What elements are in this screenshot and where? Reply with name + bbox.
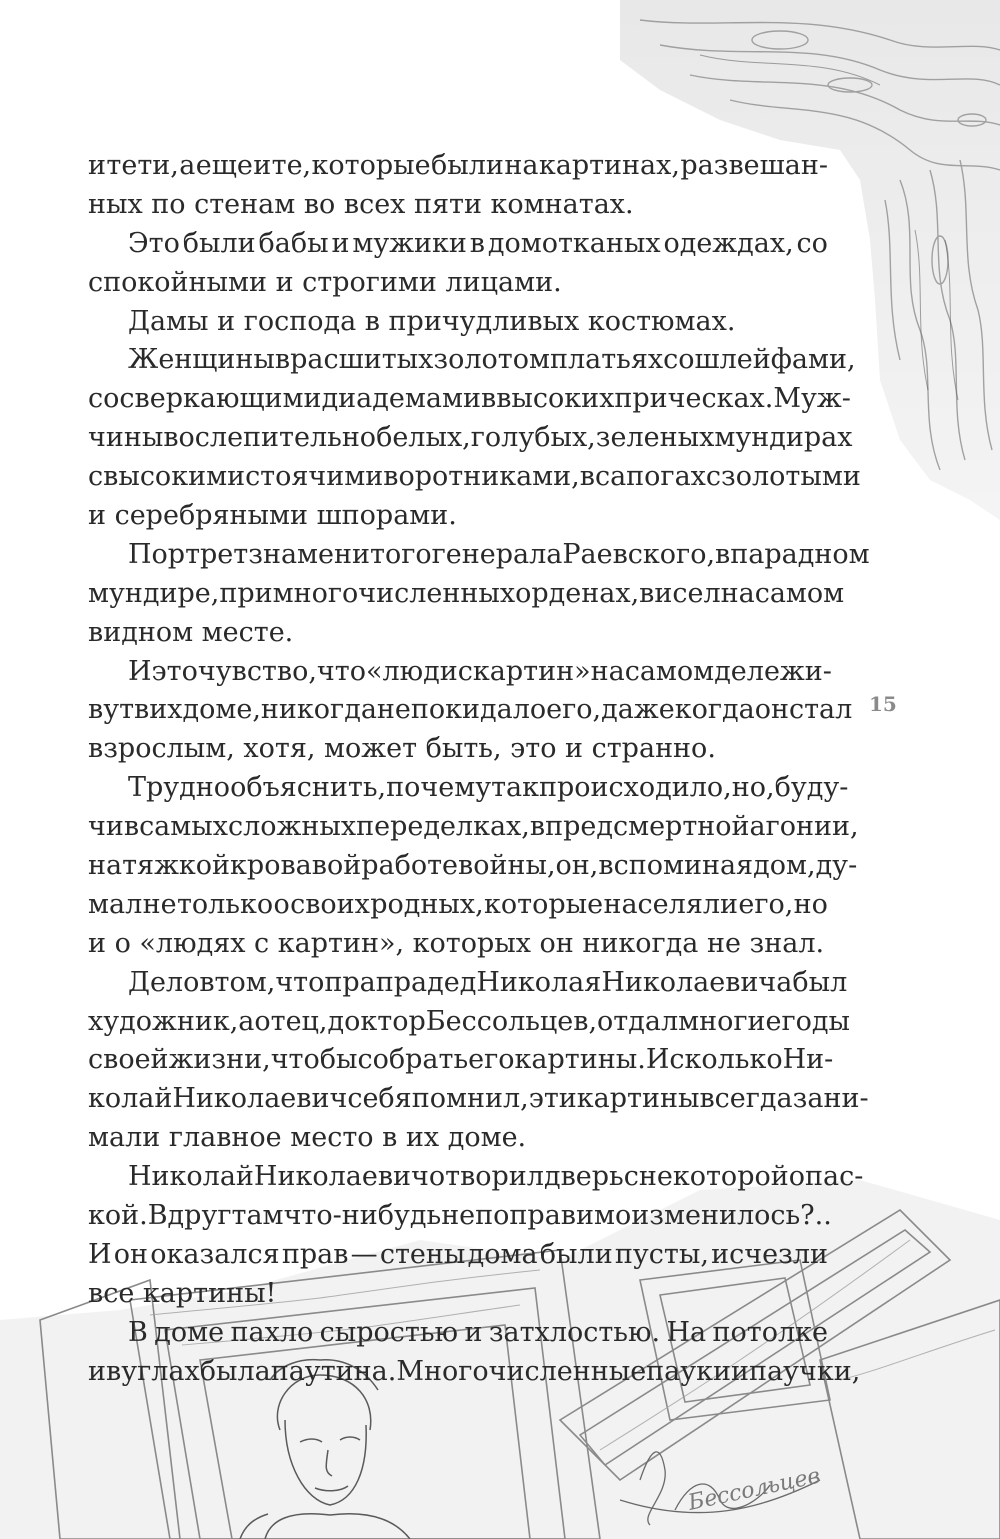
text-line — [88, 614, 828, 653]
word: родных, — [370, 888, 484, 920]
word: некоторой — [638, 1161, 789, 1193]
word: жизни, — [168, 1044, 271, 1076]
word: переделках, — [356, 811, 530, 843]
word: паучки, — [749, 1355, 861, 1387]
word: на — [88, 850, 123, 882]
word: с — [623, 1161, 639, 1193]
word: самых — [139, 811, 228, 843]
word: непоправимо — [441, 1200, 632, 1232]
word: только — [176, 888, 274, 920]
word: художник, — [88, 1005, 239, 1037]
text-line — [88, 536, 870, 575]
word: те, — [271, 150, 312, 181]
word: войны, — [458, 850, 556, 882]
word: своих — [290, 888, 370, 920]
word: самом — [624, 655, 715, 687]
word: высокими — [103, 461, 246, 493]
word: в — [274, 344, 291, 376]
word: углах — [121, 1355, 200, 1387]
word: И — [128, 655, 152, 687]
word: развешан- — [680, 150, 828, 181]
word: Многочисленные — [396, 1355, 647, 1387]
word: жи- — [779, 655, 832, 687]
word: со — [796, 227, 828, 259]
page-number: 15 — [869, 692, 897, 716]
word: оказался — [150, 1238, 280, 1270]
word: что-нибудь — [283, 1200, 442, 1232]
word: с — [88, 461, 104, 493]
word: в — [529, 811, 546, 843]
word: он — [113, 1238, 149, 1270]
word: картины. — [514, 1044, 646, 1076]
text-line — [88, 1119, 828, 1158]
word: Раевского, — [562, 538, 716, 570]
text-line-content: и о «людях с картин», которых он никогда не знал. — [88, 927, 825, 959]
text-line — [88, 458, 861, 497]
word: отец, — [254, 1005, 328, 1037]
word: пусты, — [614, 1238, 709, 1270]
word: агонии, — [749, 811, 859, 843]
text-line — [88, 886, 828, 925]
signature-text: Бессольцев — [686, 1463, 823, 1516]
text-line — [88, 1197, 832, 1236]
word: своей — [88, 1044, 169, 1076]
word: чтобы — [270, 1044, 358, 1076]
word: стал — [788, 694, 853, 726]
word: и — [253, 150, 272, 181]
word: мундире, — [88, 577, 220, 609]
text-line — [88, 769, 849, 808]
word: Ни- — [782, 1044, 834, 1076]
text-line — [88, 225, 828, 264]
word: сапогах — [594, 461, 706, 493]
word: ослепительно — [178, 422, 377, 454]
text-line-content: видном месте. — [88, 616, 294, 648]
word: себя — [347, 1083, 412, 1115]
text-line-content: спокойными и строгими лицами. — [88, 266, 562, 298]
word: вспоминая — [598, 850, 754, 882]
word: которые — [311, 150, 431, 181]
text-line — [88, 730, 828, 769]
text-line — [88, 147, 828, 186]
text-line — [88, 847, 858, 886]
word: чувство, — [197, 655, 317, 687]
text-line — [88, 925, 828, 964]
word: сложных — [228, 811, 357, 843]
word: и — [464, 1316, 483, 1348]
word: что — [275, 966, 325, 998]
word: была — [199, 1355, 271, 1387]
word: многочисленных — [272, 577, 516, 609]
word: но, — [731, 772, 775, 804]
word: Вдруг — [147, 1200, 232, 1232]
word: воротниками, — [383, 461, 580, 493]
word: высоких — [496, 383, 615, 415]
text-line — [88, 691, 853, 730]
text-line — [88, 964, 848, 1003]
word: буду- — [774, 772, 849, 804]
word: исчезли — [711, 1238, 828, 1270]
text-line — [88, 1353, 861, 1392]
word: в — [134, 694, 150, 726]
word: его — [468, 1044, 515, 1076]
body-text — [88, 147, 870, 1392]
word: изменилось?.. — [631, 1200, 832, 1232]
word: картин» — [472, 655, 591, 687]
word: платьях — [549, 344, 664, 376]
word: со — [663, 344, 695, 376]
word: Николаевич — [253, 1161, 429, 1193]
word: Николая — [476, 966, 602, 998]
word: при — [219, 577, 273, 609]
word: деле — [714, 655, 780, 687]
word: Портрет — [128, 538, 249, 570]
word: картины — [576, 1083, 700, 1115]
word: эти — [528, 1083, 577, 1115]
word: были — [539, 1238, 613, 1270]
word: И — [88, 1238, 112, 1270]
word: и — [331, 227, 350, 259]
word: еще — [195, 150, 253, 181]
word: и — [88, 150, 106, 181]
word: его, — [546, 694, 602, 726]
word: чи — [88, 811, 124, 843]
word: висел — [639, 577, 721, 609]
word: доме, — [182, 694, 261, 726]
word: сверкающими — [119, 383, 322, 415]
word: были — [182, 227, 256, 259]
word: работе — [361, 850, 459, 882]
word: в — [715, 538, 731, 570]
text-line — [88, 1314, 828, 1353]
word: ду- — [815, 850, 858, 882]
word: бабы — [258, 227, 329, 259]
word: на — [504, 150, 539, 181]
word: почему — [386, 772, 492, 804]
word: что — [316, 655, 366, 687]
word: — — [350, 1238, 378, 1270]
word: На — [666, 1316, 707, 1348]
text-line — [88, 653, 832, 692]
word: в — [106, 1355, 122, 1387]
text-line-content: все картины! — [88, 1277, 277, 1309]
word: которые — [484, 888, 604, 920]
text-line-content: Дамы и господа в причудливых костюмах. — [128, 305, 736, 337]
word: многие — [678, 1005, 782, 1037]
word: в — [199, 966, 215, 998]
word: в — [163, 422, 179, 454]
word: Николаевича — [601, 966, 793, 998]
word: Николай — [128, 1161, 254, 1193]
word: доктор — [327, 1005, 426, 1037]
text-line — [88, 1236, 828, 1275]
word: Муж- — [773, 383, 851, 415]
word: дома — [467, 1238, 538, 1270]
word: тяжкой — [122, 850, 231, 882]
word: доме — [154, 1316, 225, 1348]
word: шлейфами, — [694, 344, 856, 376]
text-line — [88, 264, 828, 303]
word: никогда — [260, 694, 377, 726]
word: дверь — [543, 1161, 624, 1193]
word: самом — [754, 577, 845, 609]
word: помнил, — [411, 1083, 529, 1115]
word: и — [731, 1355, 750, 1387]
word: всегда — [699, 1083, 793, 1115]
word: мундирах — [714, 422, 853, 454]
text-line — [88, 1041, 834, 1080]
word: он — [754, 694, 789, 726]
word: на — [720, 577, 755, 609]
word: одеждах, — [663, 227, 794, 259]
text-line — [88, 303, 828, 342]
word: его, — [738, 888, 794, 920]
word: годы — [781, 1005, 851, 1037]
word: И — [645, 1044, 670, 1076]
word: в — [123, 811, 140, 843]
word: зани- — [792, 1083, 869, 1115]
word: зеленых — [595, 422, 715, 454]
word: в — [480, 383, 497, 415]
word: он, — [555, 850, 599, 882]
word: были — [431, 150, 504, 181]
text-line-content: ных по стенам во всех пяти комнатах. — [88, 188, 634, 220]
word: пауки — [646, 1355, 732, 1387]
text-line — [88, 808, 859, 847]
text-line — [88, 186, 828, 225]
word: домотканых — [487, 227, 661, 259]
word: когда — [674, 694, 755, 726]
word: пахло — [230, 1316, 314, 1348]
word: на — [590, 655, 625, 687]
word: так — [491, 772, 540, 804]
word: кой. — [88, 1200, 148, 1232]
word: диадемами — [321, 383, 481, 415]
text-line — [88, 575, 845, 614]
text-line-content: мали главное место в их доме. — [88, 1122, 527, 1154]
word: потолке — [712, 1316, 828, 1348]
word: Дело — [128, 966, 200, 998]
word: там — [231, 1200, 284, 1232]
word: покидало — [410, 694, 547, 726]
word: собрать — [357, 1044, 469, 1076]
word: Женщины — [128, 344, 275, 376]
word: не — [142, 888, 177, 920]
word: происходило, — [539, 772, 732, 804]
word: предсмертной — [545, 811, 750, 843]
word: объяснить, — [230, 772, 387, 804]
word: знаменитого — [248, 538, 432, 570]
word: чины — [88, 422, 164, 454]
word: генерала — [431, 538, 563, 570]
word: том, — [214, 966, 276, 998]
word: был — [792, 966, 848, 998]
word: прапрадед — [324, 966, 477, 998]
word: но — [793, 888, 828, 920]
word: колай — [88, 1083, 173, 1115]
word: не — [376, 694, 411, 726]
text-line — [88, 419, 853, 458]
word: «люди — [365, 655, 458, 687]
text-line — [88, 1003, 851, 1042]
text-line — [88, 1080, 869, 1119]
text-line — [88, 1158, 864, 1197]
word: дом, — [753, 850, 816, 882]
word: отворил — [428, 1161, 544, 1193]
word: Это — [128, 227, 180, 259]
word: с — [705, 461, 722, 493]
word: Трудно — [128, 772, 231, 804]
text-line — [88, 1275, 828, 1314]
word: мал — [88, 888, 143, 920]
word: и — [88, 1355, 106, 1387]
word: прав — [281, 1238, 349, 1270]
text-line — [88, 380, 851, 419]
word: вут — [88, 694, 135, 726]
text-line — [88, 341, 856, 380]
word: их — [149, 694, 183, 726]
word: Бессольцев, — [425, 1005, 598, 1037]
word: о — [273, 888, 290, 920]
word: сколько — [669, 1044, 783, 1076]
word: отдал — [597, 1005, 679, 1037]
word: расшитых — [290, 344, 434, 376]
text-line-content: взрослым, хотя, может быть, это и странно. — [88, 733, 716, 765]
word: стены — [379, 1238, 466, 1270]
word: тети, — [106, 150, 179, 181]
word: населяли — [603, 888, 738, 920]
word: паутина. — [270, 1355, 397, 1387]
word: со — [88, 383, 120, 415]
word: голубых, — [470, 422, 596, 454]
word: золотыми — [721, 461, 861, 493]
word: стоячими — [245, 461, 384, 493]
word: а — [238, 1005, 255, 1037]
word: картинах, — [538, 150, 680, 181]
word: В — [128, 1316, 148, 1348]
word: золотом — [433, 344, 550, 376]
word: Николаевич — [172, 1083, 348, 1115]
word: в — [579, 461, 595, 493]
word: кровавой — [230, 850, 362, 882]
word: с — [457, 655, 473, 687]
text-line-content: и серебряными шпорами. — [88, 500, 457, 532]
word: прическах. — [614, 383, 774, 415]
word: даже — [601, 694, 675, 726]
word: затхлостью. — [488, 1316, 661, 1348]
word: орденах, — [515, 577, 640, 609]
word: а — [179, 150, 196, 181]
word: мужики — [352, 227, 467, 259]
text-line — [88, 497, 828, 536]
word: опас- — [788, 1161, 864, 1193]
word: белых, — [376, 422, 471, 454]
word: парадном — [730, 538, 870, 570]
word: сыростью — [319, 1316, 459, 1348]
word: это — [151, 655, 198, 687]
word: в — [469, 227, 485, 259]
